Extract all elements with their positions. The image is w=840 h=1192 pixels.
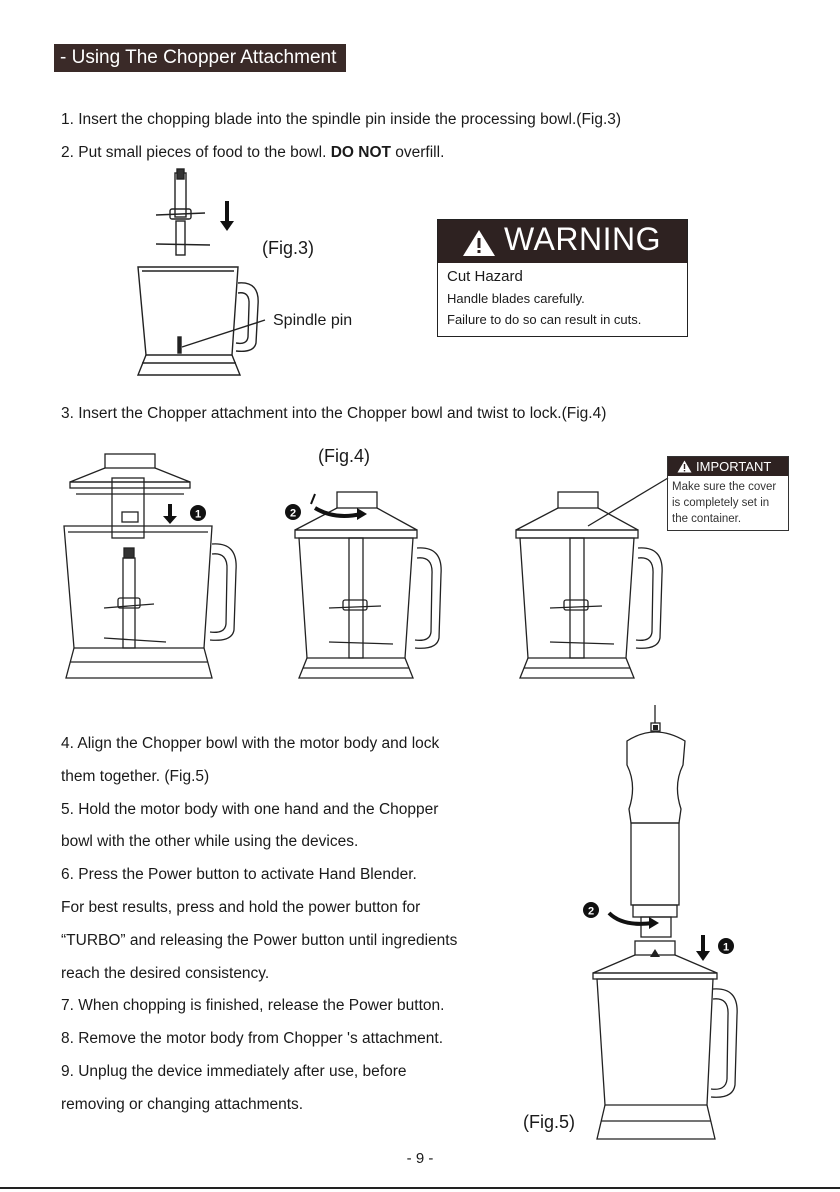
warning-header: [438, 220, 687, 263]
step-line: For best results, press and hold the power button for: [61, 898, 421, 916]
important-line-3: the container.: [672, 513, 742, 525]
step-line: 9. Unplug the device immediately after use, before: [61, 1062, 407, 1080]
warning-line-1: Cut Hazard: [447, 268, 523, 285]
step-line: 7. When chopping is finished, release the Power button.: [61, 997, 445, 1015]
step-2: [61, 143, 444, 163]
spindle-pin-label: Spindle pin: [273, 312, 353, 329]
fig3-illustration: [120, 165, 280, 385]
fig5-caption: (Fig.5): [523, 1112, 576, 1132]
fig4-illustration-3: [506, 490, 681, 682]
step-line: them together. (Fig.5): [61, 767, 210, 785]
step-2-emphasis: DO NOT: [330, 144, 391, 161]
step-1: 1. Insert the chopping blade into the spindle pin inside the processing bowl.(Fig.3): [61, 111, 622, 128]
important-line-1: Make sure the cover: [672, 481, 777, 493]
step-line: “TURBO” and releasing the Power button until ingredients: [61, 931, 458, 949]
warning-triangle-icon: [677, 460, 692, 473]
important-box: [667, 456, 789, 531]
step-line: 8. Remove the motor body from Chopper 's attachment.: [61, 1030, 444, 1048]
warning-box: [437, 219, 688, 337]
fig5-marker-1: 1: [722, 941, 730, 954]
step-2-text: 2. Put small pieces of food to the bowl.: [61, 144, 331, 161]
warning-line-2: Handle blades carefully.: [447, 291, 585, 306]
section-title: - Using The Chopper Attachment: [54, 44, 346, 72]
fig3-caption: (Fig.3): [262, 238, 315, 258]
warning-line-3: Failure to do so can result in cuts.: [447, 312, 642, 327]
important-line-2: is completely set in: [672, 497, 770, 509]
fig5-marker-2: 2: [587, 905, 595, 918]
step-2-tail: overfill.: [390, 144, 445, 161]
step-line: 5. Hold the motor body with one hand and the Chopper: [61, 800, 439, 818]
fig4-illustration-1: [62, 452, 242, 682]
step-line: bowl with the other while using the devices.: [61, 833, 359, 851]
important-heading: IMPORTANT: [696, 459, 772, 474]
fig4-caption: (Fig.4): [318, 446, 371, 466]
fig4-marker-2: 2: [289, 507, 297, 520]
page-number: - 9 -: [406, 1150, 434, 1167]
important-header: [668, 457, 788, 476]
steps-list: [61, 728, 531, 1122]
warning-heading: WARNING: [504, 221, 661, 257]
bottom-rule: [0, 1187, 840, 1189]
warning-triangle-icon: [461, 228, 497, 258]
step-line: 6. Press the Power button to activate Hand Blender.: [61, 866, 417, 884]
important-text: [672, 479, 776, 527]
step-3: 3. Insert the Chopper attachment into the Chopper bowl and twist to lock.(Fig.4): [61, 405, 607, 422]
fig5-illustration: [575, 705, 775, 1145]
step-line: removing or changing attachments.: [61, 1095, 304, 1113]
fig4-marker-1: 1: [194, 508, 202, 521]
fig4-illustration-2: [285, 482, 460, 682]
step-line: 4. Align the Chopper bowl with the motor body and lock: [61, 735, 440, 752]
step-line: reach the desired consistency.: [61, 964, 270, 982]
